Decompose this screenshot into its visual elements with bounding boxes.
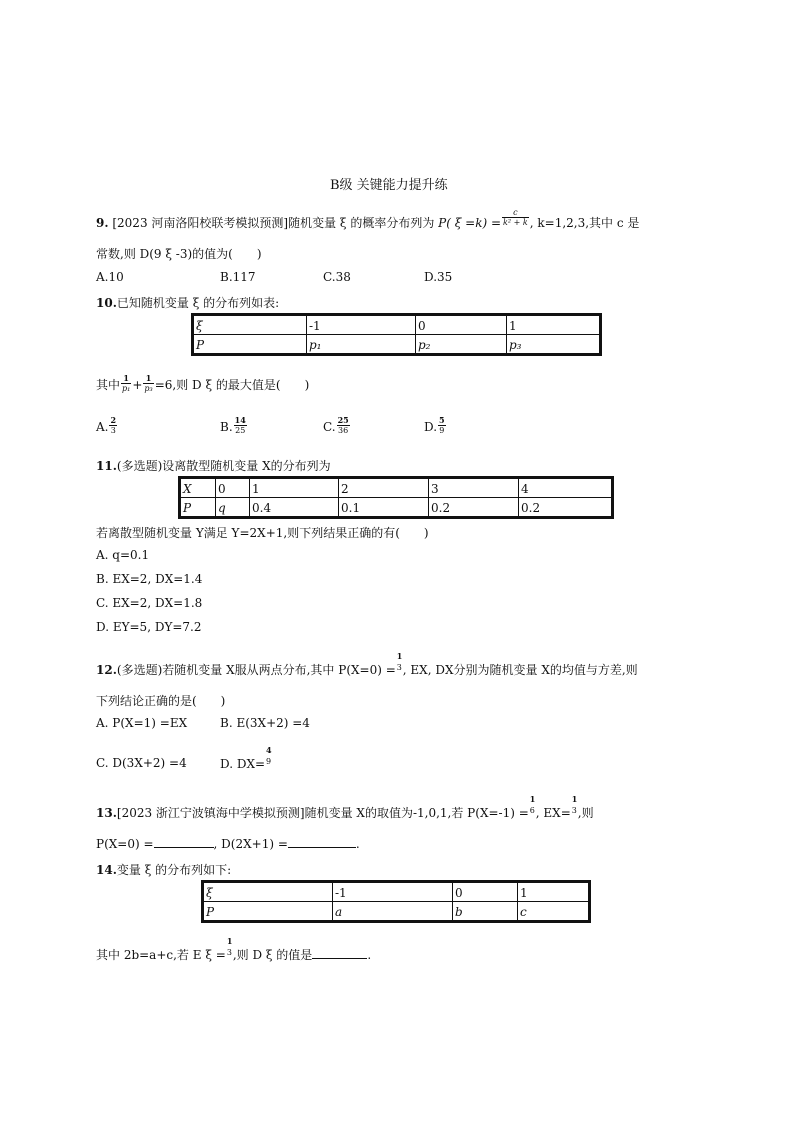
q12-option-a: A. P(X=1) =EX bbox=[96, 716, 188, 730]
q14-number: 14. bbox=[96, 863, 117, 877]
q11-option-c: C. EX=2, DX=1.8 bbox=[96, 596, 203, 610]
q9-option-a: A.10 bbox=[96, 270, 124, 284]
q10-option-a: A. $\frac{2}{3}$ bbox=[96, 415, 117, 435]
q14-distribution-table bbox=[201, 880, 591, 923]
q10-condition: 其中 $\frac{1}{\text{p₁}}$ + $\frac{1}{\text{p₃}}$ =6,则 D ξ 的最大值是( ) bbox=[96, 373, 310, 393]
q10-distribution-table bbox=[191, 313, 602, 356]
q10-option-b: B. $\frac{14}{25}$ bbox=[220, 415, 246, 435]
q14-stem: 变量 ξ 的分布列如下: bbox=[116, 863, 232, 877]
q12-option-d: D. DX= 4 9 bbox=[220, 745, 272, 771]
q11-stem: (多选题)设离散型随机变量 X的分布列为 bbox=[116, 459, 331, 473]
q11-option-d: D. EY=5, DY=7.2 bbox=[96, 620, 202, 634]
q9-option-c: C.38 bbox=[323, 270, 351, 284]
question-12: 12.(多选题)若随机变量 X服从两点分布,其中 P(X=0) = 1 3 , EX, DX分别为随机变量 X的均值与方差,则 bbox=[96, 651, 638, 677]
q14-line2: 其中 2b=a+c,若 E ξ = 1 3 ,则 D ξ 的值是 . bbox=[96, 936, 372, 962]
q11-distribution-table bbox=[178, 476, 614, 519]
q9-text-a: [2023 河南洛阳校联考模拟预测]随机变量 ξ 的概率分布列为 bbox=[112, 216, 435, 230]
q12-number: 12. bbox=[96, 663, 117, 677]
q9-text-b: , k=1,2,3,其中 c 是 bbox=[529, 216, 640, 230]
table-row: ξ -1 0 1 bbox=[203, 882, 590, 902]
q12-option-c: C. D(3X+2) =4 bbox=[96, 756, 187, 770]
q11-line2: 若离散型随机变量 Y满足 Y=2X+1,则下列结果正确的有( ) bbox=[96, 526, 429, 540]
table-row: ξ -1 0 1 bbox=[193, 315, 601, 335]
q9-option-b: B.117 bbox=[220, 270, 256, 284]
q13-number: 13. bbox=[96, 806, 117, 820]
q9-line2: 常数,则 D(9 ξ -3)的值为( ) bbox=[96, 247, 262, 261]
q14-answer-blank[interactable] bbox=[312, 947, 367, 959]
question-10 bbox=[96, 294, 279, 311]
q10-option-c: C. $\frac{25}{36}$ bbox=[323, 415, 349, 435]
table-row: P p₁ p₂ p₃ bbox=[193, 335, 601, 355]
q11-number: 11. bbox=[96, 459, 117, 473]
q9-formula-lhs: P( ξ =k) = bbox=[438, 216, 502, 230]
q13-answer-blank-2[interactable] bbox=[288, 836, 356, 848]
table-row: P q 0.4 0.1 0.2 0.2 bbox=[180, 498, 613, 518]
q9-fraction: $\frac{c}{\text{k² + k}}$ bbox=[503, 208, 528, 227]
q13-answer-blank-1[interactable] bbox=[154, 836, 214, 848]
q9-number: 9. bbox=[96, 216, 109, 230]
q12-line2: 下列结论正确的是( ) bbox=[96, 694, 226, 708]
table-row: P a b c bbox=[203, 902, 590, 922]
question-11 bbox=[96, 457, 331, 474]
q12-option-b: B. E(3X+2) =4 bbox=[220, 716, 310, 730]
q11-option-a: A. q=0.1 bbox=[96, 548, 150, 562]
q9-option-d: D.35 bbox=[424, 270, 453, 284]
q10-stem: 已知随机变量 ξ 的分布列如表: bbox=[116, 296, 280, 310]
question-13: 13.[2023 浙江宁波镇海中学模拟预测]随机变量 X的取值为-1,0,1,若 P(X=-1) = 1 6 , EX= 1 3 ,则 bbox=[96, 794, 594, 820]
q10-option-d: D. $\frac{5}{9}$ bbox=[424, 415, 445, 435]
q10-number: 10. bbox=[96, 296, 117, 310]
question-9 bbox=[96, 208, 640, 233]
q13-line2: P(X=0) = , D(2X+1) = . bbox=[96, 837, 360, 851]
question-14 bbox=[96, 861, 231, 878]
q11-option-b: B. EX=2, DX=1.4 bbox=[96, 572, 203, 586]
section-title: B级 关键能力提升练 bbox=[330, 178, 448, 193]
table-row: X 0 1 2 3 4 bbox=[180, 478, 613, 498]
